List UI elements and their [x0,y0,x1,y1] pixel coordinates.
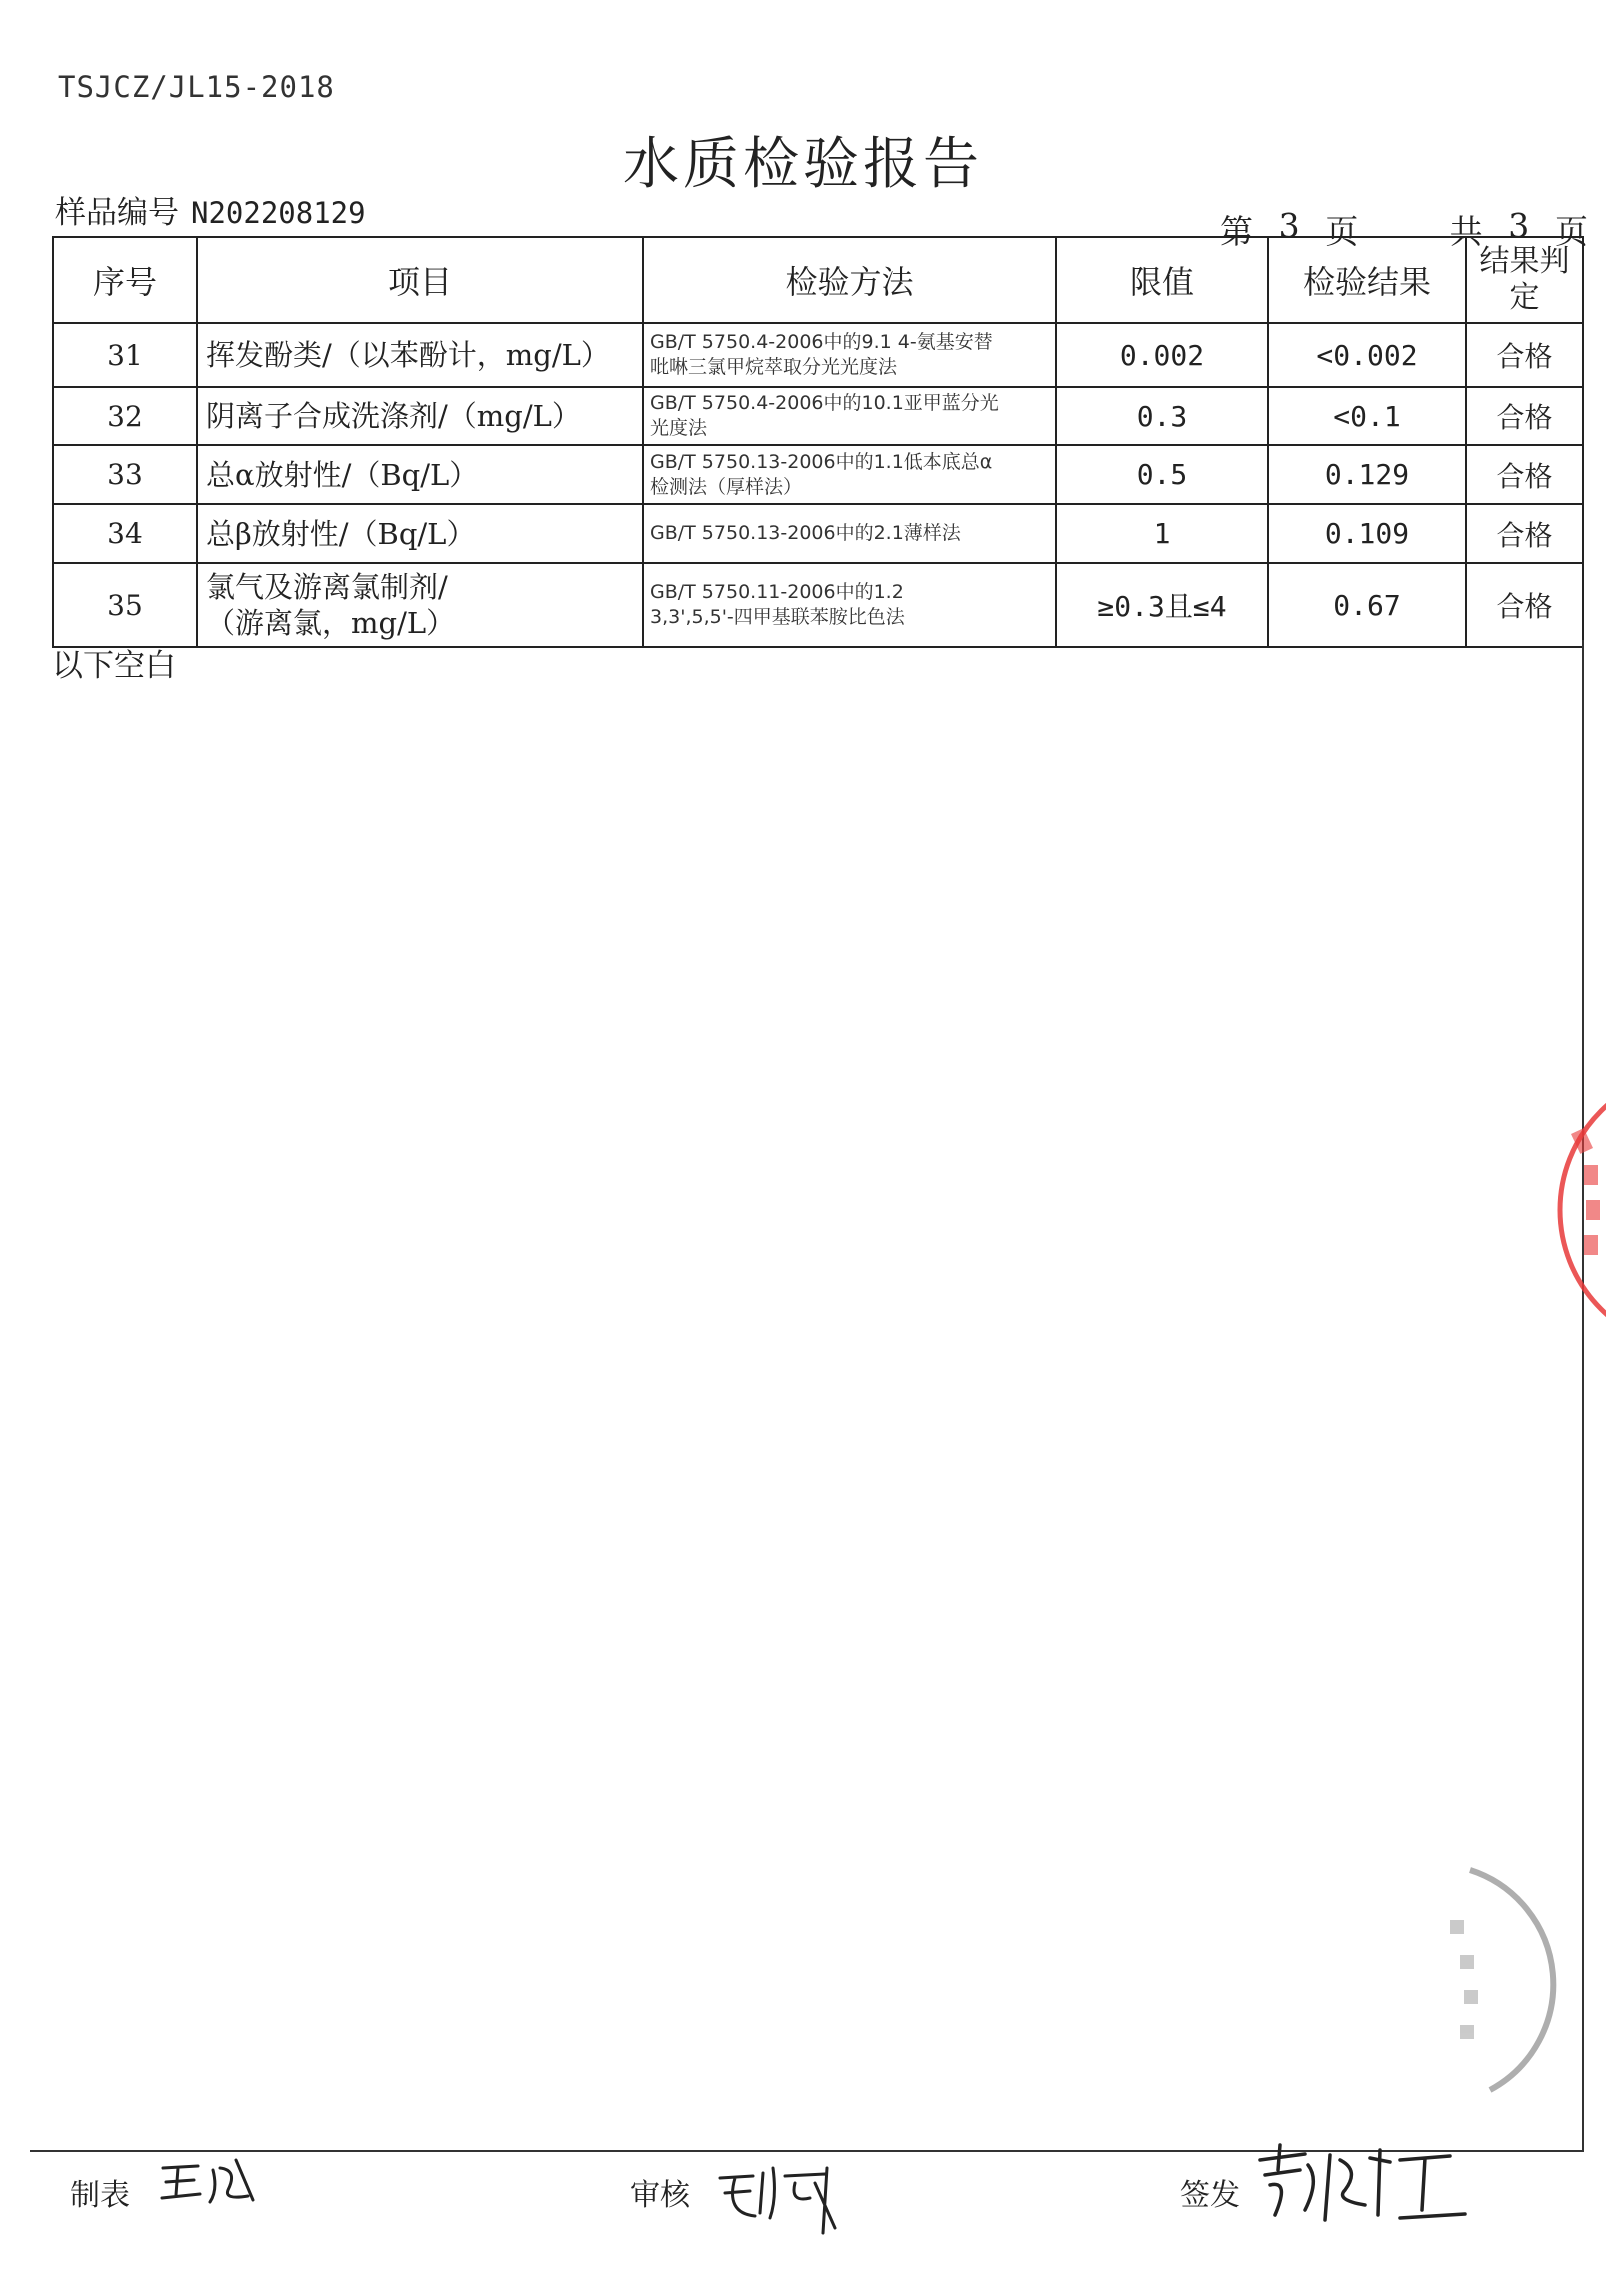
item-line: 氯气及游离氯制剂/ [206,570,448,604]
method-line: GB/T 5750.11-2006中的1.2 [650,581,904,603]
approved-by-label: 签发 [1180,2178,1240,2213]
col-header-verdict: 结果判定 [1466,237,1583,323]
col-header-method: 检验方法 [643,237,1056,323]
method-line: GB/T 5750.13-2006中的2.1薄样法 [650,522,961,544]
row-item [197,563,643,647]
row-result: 0.109 [1268,504,1466,563]
row-verdict: 合格 [1466,563,1583,647]
row-limit: 0.3 [1056,387,1268,445]
col-header-no: 序号 [53,237,197,323]
page-suffix: 页 [1325,212,1359,251]
row-result: 0.67 [1268,563,1466,647]
row-limit: 0.5 [1056,445,1268,504]
row-limit: 1 [1056,504,1268,563]
item-line: （游离氯，mg/L） [206,606,456,640]
right-border-line [1582,640,1584,2152]
total-prefix: 共 [1449,212,1483,251]
method-line: 3,3',5,5'-四甲基联苯胺比色法 [650,606,905,628]
row-verdict: 合格 [1466,323,1583,387]
row-no: 34 [53,504,197,563]
row-method [643,445,1056,504]
table-row [53,387,1583,445]
row-method [643,563,1056,647]
table-row [53,445,1583,504]
official-seal-red [1500,1060,1606,1360]
col-header-result: 检验结果 [1268,237,1466,323]
sample-number-value: N202208129 [191,196,366,230]
results-table [52,236,1584,648]
row-no: 31 [53,323,197,387]
col-header-item: 项目 [197,237,643,323]
row-method [643,387,1056,445]
row-item: 总α放射性/（Bq/L） [197,445,643,504]
reviewed-by-signature [715,2158,855,2238]
prepared-by-signature [158,2150,268,2210]
row-item: 阴离子合成洗涤剂/（mg/L） [197,387,643,445]
row-verdict: 合格 [1466,445,1583,504]
table-row [53,323,1583,387]
method-line: 光度法 [650,417,708,439]
page-prefix: 第 [1220,212,1253,251]
total-pages: 3 [1508,206,1530,245]
total-suffix: 页 [1554,212,1588,251]
document-code: TSJCZ/JL15-2018 [58,70,335,104]
col-header-limit: 限值 [1056,237,1268,323]
report-title: 水质检验报告 [623,132,983,197]
method-line: GB/T 5750.4-2006中的9.1 4-氨基安替 [650,331,993,353]
prepared-by-label: 制表 [70,2178,130,2213]
row-limit: ≥0.3且≤4 [1056,563,1268,647]
sample-number-row [55,187,366,232]
row-result: <0.002 [1268,323,1466,387]
page-number: 3 [1278,206,1300,245]
row-method [643,323,1056,387]
reviewed-by-label: 审核 [630,2178,690,2213]
row-item: 总β放射性/（Bq/L） [197,504,643,563]
method-line: 吡啉三氯甲烷萃取分光光度法 [650,356,898,378]
table-row [53,563,1583,647]
row-no: 35 [53,563,197,647]
row-limit: 0.002 [1056,323,1268,387]
sample-number-label: 样品编号 [55,195,179,231]
blank-below-note: 以下空白 [52,648,176,684]
stamp-gray [1430,1860,1560,2100]
table-row [53,504,1583,563]
row-method [643,504,1056,563]
row-verdict: 合格 [1466,504,1583,563]
table-header-row [53,237,1583,323]
method-line: GB/T 5750.13-2006中的1.1低本底总α [650,450,993,473]
method-line: GB/T 5750.4-2006中的10.1亚甲蓝分光 [650,392,999,414]
row-no: 33 [53,445,197,504]
row-item: 挥发酚类/（以苯酚计，mg/L） [197,323,643,387]
row-no: 32 [53,387,197,445]
row-verdict: 合格 [1466,387,1583,445]
approved-by-signature [1250,2140,1470,2230]
row-result: 0.129 [1268,445,1466,504]
row-result: <0.1 [1268,387,1466,445]
method-line: 检测法（厚样法） [650,475,803,498]
